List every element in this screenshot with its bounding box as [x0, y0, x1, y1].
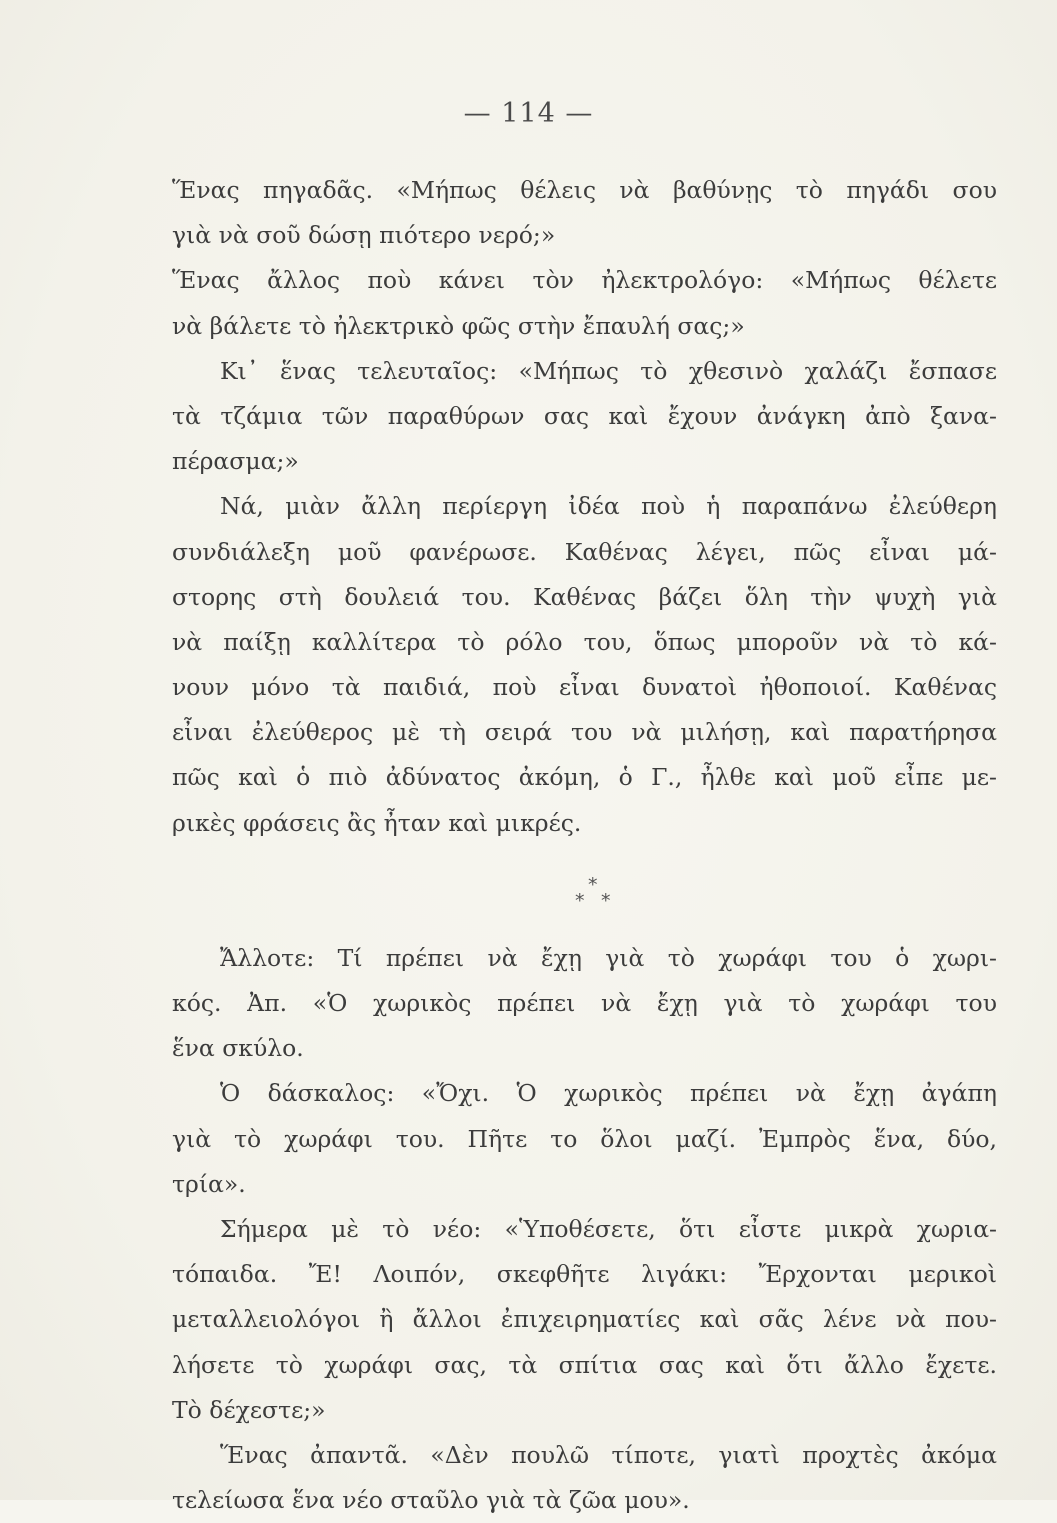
text-line: Ὁ δάσκαλος: «Ὄχι. Ὁ χωρικὸς πρέπει νὰ ἔχῃ ἀγάπη	[220, 1079, 997, 1108]
text-line: νὰ βάλετε τὸ ἠλεκτρικὸ φῶς στὴν ἔπαυλή σας;»	[172, 311, 745, 340]
page-number: — 114 —	[463, 98, 594, 129]
text-line: Κι᾽ ἕνας τελευταῖος: «Μήπως τὸ χθεσινὸ χαλάζι ἔσπασε	[220, 356, 997, 385]
text-line: πῶς καὶ ὁ πιὸ ἀδύνατος ἀκόμη, ὁ Γ., ἦλθε καὶ μοῦ εἶπε με-	[172, 763, 997, 792]
text-line: κός. Ἀπ. «Ὁ χωρικὸς πρέπει νὰ ἔχῃ γιὰ τὸ χωράφι του	[172, 989, 997, 1017]
text-line: νὰ παίξῃ καλλίτερα τὸ ρόλο του, ὅπως μποροῦν νὰ τὸ κά-	[172, 627, 997, 656]
text-line: Ἕνας ἀπαντᾶ. «Δὲν πουλῶ τίποτε, γιατὶ προχτὲς ἀκόμα	[220, 1440, 997, 1469]
text-line: συνδιάλεξη μοῦ φανέρωσε. Καθένας λέγει, πῶς εἶναι μά-	[172, 537, 997, 566]
text-line: Σήμερα μὲ τὸ νέο: «Ὑποθέσετε, ὅτι εἶστε μικρὰ χωρια-	[220, 1214, 997, 1243]
text-line: εἶναι ἐλεύθερος μὲ τὴ σειρά του νὰ μιλήσῃ, καὶ παρατήρησα	[172, 718, 997, 747]
text-line: Νά, μιὰν ἄλλη περίεργη ἰδέα ποὺ ἡ παραπάνω ἐλεύθερη	[220, 492, 997, 521]
text-line: ἕνα σκύλο.	[172, 1034, 304, 1063]
text-line: τρία».	[172, 1169, 246, 1198]
asterisk: *	[588, 873, 598, 896]
asterisk: *	[575, 889, 585, 912]
text-line: Ἄλλοτε: Τί πρέπει νὰ ἔχῃ γιὰ τὸ χωράφι του ὁ χωρι-	[220, 943, 997, 972]
asterism-separator	[172, 846, 997, 936]
text-line: Ἕνας πηγαδᾶς. «Μήπως θέλεις νὰ βαθύνῃς τὸ πηγάδι σου	[172, 176, 997, 204]
text-line: ρικὲς φράσεις ἂς ἦταν καὶ μικρές.	[172, 808, 582, 837]
text-line: τελείωσα ἕνα νέο σταῦλο γιὰ τὰ ζῶα μου».	[172, 1486, 690, 1515]
asterisk: *	[601, 889, 611, 912]
text-body	[172, 168, 997, 1523]
text-line: τὰ τζάμια τῶν παραθύρων σας καὶ ἔχουν ἀνάγκη ἀπὸ ξανα-	[172, 401, 997, 430]
text-line: τόπαιδα. Ἔ! Λοιπόν, σκεφθῆτε λιγάκι: Ἔρχονται μερικοὶ	[172, 1260, 997, 1289]
text-line: νουν μόνο τὰ παιδιά, ποὺ εἶναι δυνατοὶ ἠθοποιοί. Καθένας	[172, 673, 997, 702]
text-line: γιὰ τὸ χωράφι του. Πῆτε το ὅλοι μαζί. Ἐμπρὸς ἕνα, δύο,	[172, 1124, 997, 1153]
text-line: λήσετε τὸ χωράφι σας, τὰ σπίτια σας καὶ ὅτι ἄλλο ἔχετε.	[172, 1350, 997, 1379]
text-line: Τὸ δέχεστε;»	[172, 1395, 326, 1424]
text-line: Ἕνας ἄλλος ποὺ κάνει τὸν ἠλεκτρολόγο: «Μήπως θέλετε	[172, 266, 997, 295]
text-line: πέρασμα;»	[172, 447, 299, 476]
text-line: στορης στὴ δουλειά του. Καθένας βάζει ὅλη τὴν ψυχὴ γιὰ	[172, 582, 997, 611]
text-line: μεταλλειολόγοι ἢ ἄλλοι ἐπιχειρηματίες καὶ σᾶς λένε νὰ που-	[172, 1305, 997, 1334]
text-line: γιὰ νὰ σοῦ δώσῃ πιότερο νερό;»	[172, 221, 556, 250]
